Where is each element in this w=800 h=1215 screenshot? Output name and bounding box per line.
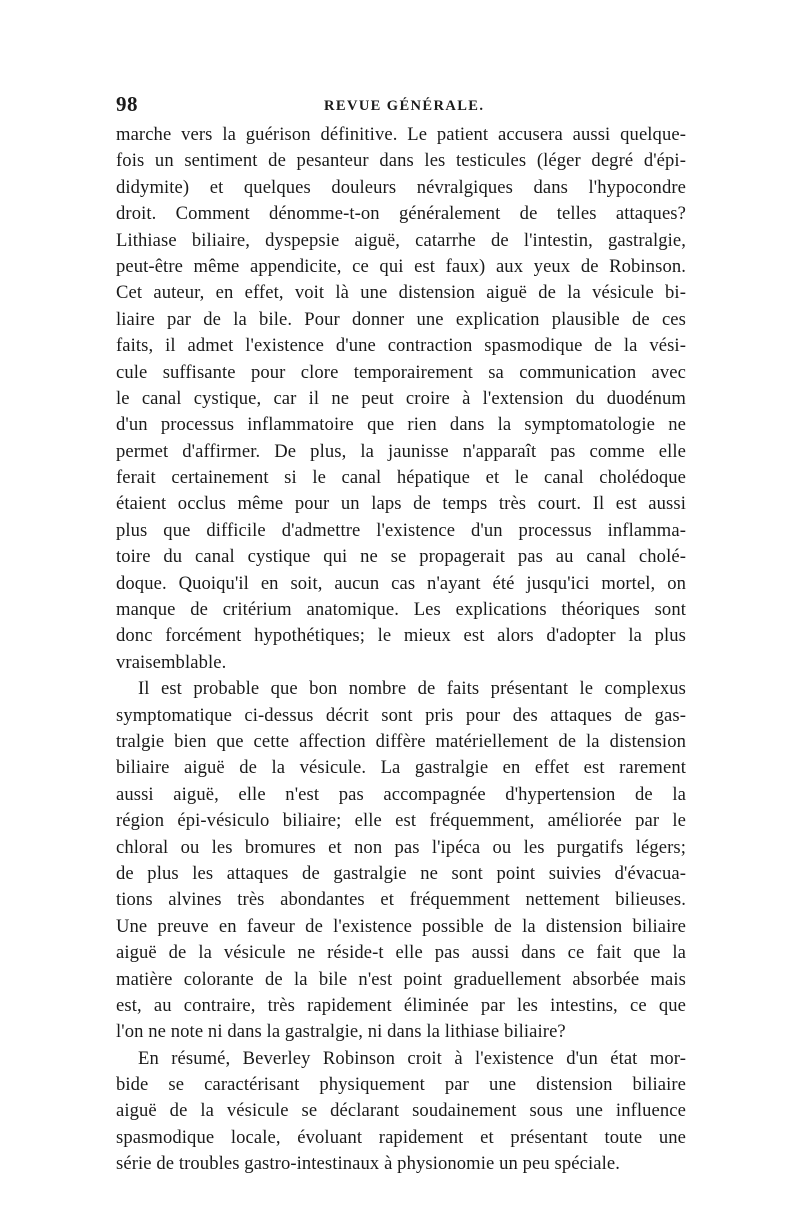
text-line: ferait certainement si le canal hépatique et le canal cholédoque bbox=[116, 467, 686, 489]
text-line: droit. Comment dénomme-t-on généralement de telles attaques? bbox=[116, 203, 686, 225]
text-line: aiguë de la vésicule se déclarant soudainement sous une influence bbox=[116, 1100, 686, 1122]
text-line: Cet auteur, en effet, voit là une distension aiguë de la vésicule bi- bbox=[116, 282, 686, 304]
text-line: le canal cystique, car il ne peut croire à l'extension du duodénum bbox=[116, 387, 686, 409]
text-line: aiguë de la vésicule ne réside-t elle pas aussi dans ce fait que la bbox=[116, 942, 686, 964]
text-line: permet d'affirmer. De plus, la jaunisse n'apparaît pas comme elle bbox=[116, 440, 686, 462]
text-line: marche vers la guérison définitive. Le patient accusera aussi quelque- bbox=[116, 124, 686, 145]
text-line: En résumé, Beverley Robinson croit à l'existence d'un état mor- bbox=[138, 1047, 686, 1069]
text-line: matière colorante de la bile n'est point graduellement absorbée mais bbox=[116, 968, 686, 990]
text-line: plus que difficile d'admettre l'existence d'un processus inflamma- bbox=[116, 519, 686, 541]
text-line: manque de critérium anatomique. Les explications théoriques sont bbox=[116, 599, 686, 621]
text-line: spasmodique locale, évoluant rapidement et présentant toute une bbox=[116, 1126, 686, 1148]
text-line: doque. Quoiqu'il en soit, aucun cas n'ayant été jusqu'ici mortel, on bbox=[116, 572, 686, 594]
text-line: symptomatique ci-dessus décrit sont pris pour des attaques de gas- bbox=[116, 704, 686, 726]
text-line: toire du canal cystique qui ne se propagerait pas au canal cholé- bbox=[116, 546, 686, 568]
text-line: tralgie bien que cette affection diffère matériellement de la distension bbox=[116, 730, 686, 752]
text-line: série de troubles gastro-intestinaux à physionomie un peu spéciale. bbox=[116, 1153, 620, 1175]
text-line: région épi-vésiculo biliaire; elle est fréquemment, améliorée par le bbox=[116, 810, 686, 832]
text-line: bide se caractérisant physiquement par une distension biliaire bbox=[116, 1074, 686, 1096]
text-line: est, au contraire, très rapidement éliminée par les intestins, ce que bbox=[116, 994, 686, 1016]
text-line: tions alvines très abondantes et fréquemment nettement bilieuses. bbox=[116, 889, 686, 911]
text-line: biliaire aiguë de la vésicule. La gastralgie en effet est rarement bbox=[116, 757, 686, 779]
page-number: 98 bbox=[116, 92, 138, 116]
text-line: étaient occlus même pour un laps de temps très court. Il est aussi bbox=[116, 493, 686, 515]
text-line: vraisemblable. bbox=[116, 651, 227, 673]
text-line: peut-être même appendicite, ce qui est faux) aux yeux de Robinson. bbox=[116, 255, 686, 277]
paragraph bbox=[116, 676, 686, 1045]
text-line: l'on ne note ni dans la gastralgie, ni dans la lithiase biliaire? bbox=[116, 1021, 566, 1043]
text-line: d'un processus inflammatoire que rien dans la symptomatologie ne bbox=[116, 414, 686, 436]
text-line: chloral ou les bromures et non pas l'ipéca ou les purgatifs légers; bbox=[116, 836, 686, 858]
text-line: cule suffisante pour clore temporairement sa communication avec bbox=[116, 361, 686, 383]
text-line: Lithiase biliaire, dyspepsie aiguë, catarrhe de l'intestin, gastralgie, bbox=[116, 229, 686, 251]
text-line: faits, il admet l'existence d'une contraction spasmodique de la vési- bbox=[116, 335, 686, 357]
text-line: donc forcément hypothétiques; le mieux est alors d'adopter la plus bbox=[116, 625, 686, 647]
text-line: liaire par de la bile. Pour donner une explication plausible de ces bbox=[116, 308, 686, 330]
paragraph bbox=[116, 1046, 686, 1178]
text-line: didymite) et quelques douleurs névralgiques dans l'hypocondre bbox=[116, 176, 686, 198]
body-text bbox=[116, 122, 686, 1178]
text-line: fois un sentiment de pesanteur dans les testicules (léger degré d'épi- bbox=[116, 150, 686, 172]
text-line: Il est probable que bon nombre de faits présentant le complexus bbox=[138, 678, 686, 700]
book-page bbox=[116, 92, 686, 1178]
text-line: Une preuve en faveur de l'existence possible de la distension biliaire bbox=[116, 915, 686, 937]
running-head: REVUE GÉNÉRALE. bbox=[324, 98, 485, 114]
page-header bbox=[116, 92, 686, 120]
text-line: aussi aiguë, elle n'est pas accompagnée d'hypertension de la bbox=[116, 783, 686, 805]
paragraph bbox=[116, 122, 686, 676]
text-line: de plus les attaques de gastralgie ne sont point suivies d'évacua- bbox=[116, 862, 686, 884]
